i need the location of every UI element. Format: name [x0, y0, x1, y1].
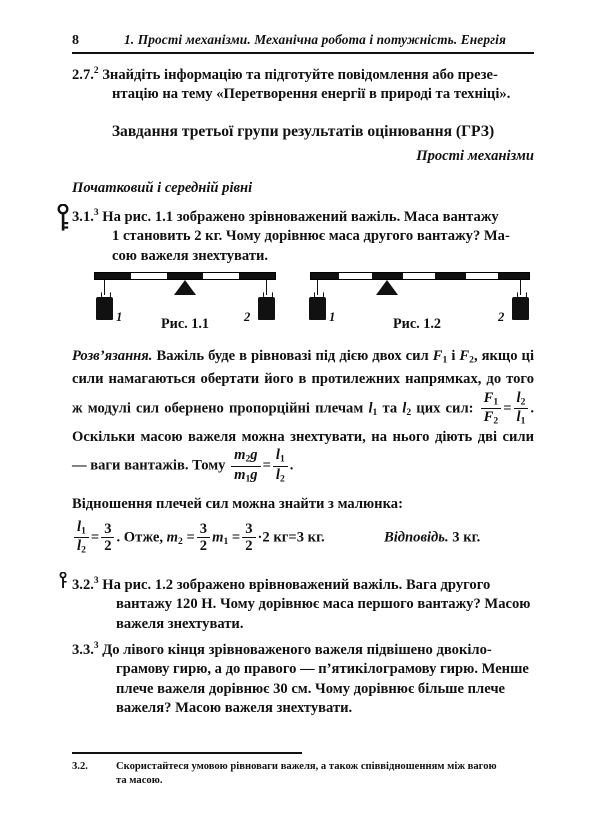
- key-icon: [56, 204, 70, 234]
- solution-period: .: [289, 457, 294, 474]
- footnote-number: 3.2.: [72, 761, 88, 772]
- multiplication-dot: ·: [257, 529, 263, 546]
- ratio-den-sym: l: [77, 538, 82, 555]
- f2-num-sub: 2: [245, 454, 251, 465]
- ratio-value-den: 2: [104, 538, 112, 555]
- page-number: 8: [72, 33, 79, 48]
- arm-ratio-fraction: [74, 519, 89, 557]
- task-2-7-number: 2.7.: [72, 66, 94, 83]
- f2r-den-sub: 2: [279, 473, 285, 485]
- force-2-symbol: F: [459, 348, 470, 364]
- running-head: [72, 32, 534, 49]
- task-2-7-line1: Знайдіть інформацію та підготуйте повідомлення або презе-: [102, 66, 498, 83]
- formula-force-ratio-right: [514, 390, 529, 428]
- footnote: [72, 760, 534, 789]
- force-1-subscript: 1: [442, 354, 448, 366]
- task-3-1-line1: На рис. 1.1 зображено зрівноважений важіль. Маса вантажу: [102, 208, 499, 225]
- lever-beam-1: [94, 272, 276, 280]
- figure-1-2: [304, 268, 530, 340]
- solution-final-line: [72, 519, 534, 557]
- coef2-den: 2: [245, 538, 253, 555]
- solution-paragraph-1: [72, 347, 534, 485]
- task-3-1-level-mark: 3: [93, 208, 99, 218]
- f1r-den-sub: 1: [520, 415, 526, 427]
- task-2-7-line2: нтацію на тему «Перетворення енергії в природі та техніці».: [112, 86, 511, 103]
- figure-1-2-caption: Рис. 1.2: [393, 316, 441, 332]
- figure-row: [72, 268, 534, 340]
- task-3-2-line1: На рис. 1.2 зображено врівноважений важіль. Вага другого: [102, 576, 491, 593]
- section-heading-grz: Завдання третьої групи результатів оцінювання (ГРЗ): [111, 123, 495, 140]
- solution-text-a: Важіль буде в рівновазі під дією двох сил: [156, 348, 429, 364]
- weight-label-left-2: 1: [329, 310, 336, 324]
- arm-1-subscript: 1: [372, 406, 378, 418]
- f2r-num-sym: l: [275, 447, 280, 464]
- formula-mass-ratio-left: [231, 447, 260, 485]
- f1r-den-sym: l: [516, 409, 521, 426]
- arm-2-symbol: l: [402, 400, 407, 417]
- result-equals-2: =: [231, 529, 241, 546]
- task-3-1-line3: сою важеля знехтувати.: [112, 247, 269, 264]
- f2-den-sym: m: [234, 466, 246, 483]
- section-level: Початковий і середній рівні: [72, 180, 253, 196]
- coefficient-fraction-1: [197, 521, 210, 555]
- fulcrum-1: [174, 280, 196, 295]
- ratio-den-sub: 2: [81, 545, 86, 557]
- weight-label-left-1: 1: [116, 310, 123, 324]
- coef1-den: 2: [199, 538, 208, 555]
- task-3-1-line2: 1 становить 2 кг. Чому дорівнює маса другого вантажу? Ма-: [112, 228, 510, 245]
- force-2-subscript: 2: [469, 354, 474, 366]
- result-equals-3: =: [288, 529, 297, 546]
- formula-1-equals: =: [503, 400, 512, 417]
- figure-1-1-caption: Рис. 1.1: [161, 316, 209, 332]
- conjunction: і: [451, 348, 456, 364]
- task-3-2: [72, 572, 578, 634]
- footnote-line1: Скористайтеся умовою рівноваги важеля, а також співвідношенням між вагою: [116, 761, 497, 772]
- ratio-value-fraction: [101, 521, 114, 555]
- formula-force-ratio-left: [481, 390, 502, 428]
- task-2-7: [72, 62, 574, 105]
- task-3-2-line2: вантажу 120 Н. Чому дорівнює маса першого вантажу? Масою: [116, 596, 531, 613]
- task-3-2-number: 3.2.: [72, 576, 94, 593]
- result-mass-subscript: 2: [178, 536, 183, 548]
- f2r-den-sym: l: [275, 466, 280, 483]
- formula-mass-ratio-right: [273, 447, 288, 485]
- result-mass-symbol: m: [166, 529, 179, 546]
- mass-value-2: 3 кг.: [296, 529, 325, 546]
- f1-den-sub: 2: [493, 415, 499, 427]
- result-equals-1: =: [186, 529, 195, 546]
- running-title: 1. Прості механізми. Механічна робота і потужність. Енергія: [124, 32, 506, 47]
- task-3-2-level-mark: 3: [93, 576, 99, 586]
- footnote-divider: [72, 752, 302, 754]
- coef2-num: 3: [242, 521, 255, 538]
- f1r-num-sub: 2: [520, 396, 526, 408]
- task-3-1-number: 3.1.: [72, 208, 94, 225]
- task-3-3-line4: важеля? Масою важеля знехтувати.: [116, 700, 353, 717]
- ratio-num-sym: l: [77, 519, 82, 535]
- answer-label: Відповідь.: [384, 529, 449, 546]
- solution-label: Розв’язання.: [72, 348, 153, 364]
- ratio-value-num: 3: [101, 521, 114, 538]
- task-3-3: [72, 637, 578, 718]
- force-1-symbol: F: [432, 348, 443, 364]
- f1-den-sym: F: [483, 409, 494, 426]
- fulcrum-2: [376, 280, 398, 295]
- task-3-3-line2: грамову гирю, а до правого — п’ятикілограмову гирю. Менше: [116, 661, 529, 678]
- ratio-equals: =: [90, 529, 100, 546]
- footnote-line2: та масою.: [116, 775, 163, 787]
- mass-1-symbol: m: [212, 529, 224, 546]
- f2-den-sub: 1: [245, 473, 251, 485]
- solution-text-d: цих сил:: [416, 400, 474, 417]
- lever-beam-2: [310, 272, 530, 280]
- arm-1-symbol: l: [368, 400, 373, 417]
- coefficient-fraction-2: [242, 521, 255, 555]
- arm-2-subscript: 2: [406, 406, 412, 418]
- task-3-3-number: 3.3.: [72, 641, 94, 658]
- solution-text-e: . Оскільки масою важеля можна знехтувати, на нього діють дві сили — ваги вантажів. Тому: [72, 400, 535, 474]
- f1-num-sym: F: [483, 389, 494, 406]
- f1-num-sub: 1: [493, 396, 499, 408]
- solution-text-b: , якщо ці сили намагаються обертати його в протилежних напрямках, до того ж модулі сил обернено пропорційні плечам: [72, 348, 535, 417]
- task-3-3-line1: До лівого кінця зрівноваженого важеля підвішено двокіло-: [102, 641, 492, 658]
- f2-num-g: g: [250, 447, 258, 464]
- task-3-3-line3: плече важеля дорівнює 30 см. Чому дорівнює більше плече: [116, 680, 506, 697]
- mass-value-1: 2 кг: [262, 529, 289, 546]
- ratio-num-sub: 1: [81, 525, 86, 537]
- header-divider: [72, 52, 534, 54]
- figure-1-1: [80, 268, 290, 340]
- f2-den-g: g: [250, 466, 258, 483]
- f1r-num-sym: l: [516, 389, 521, 406]
- solution-paragraph-2: [72, 495, 534, 514]
- weight-label-right-1: 2: [244, 310, 251, 324]
- f2r-num-sub: 1: [279, 454, 285, 465]
- task-3-2-line3: важеля знехтувати.: [116, 615, 244, 632]
- hint-icon: [58, 572, 68, 590]
- answer-value: 3 кг.: [452, 529, 481, 546]
- mass-1-subscript: 1: [223, 536, 229, 548]
- f2-num-sym: m: [234, 447, 246, 464]
- weight-label-right-2: 2: [498, 310, 505, 324]
- solution-text-c: та: [382, 400, 398, 417]
- section-subject: Прості механізми: [416, 148, 534, 164]
- otzhe-text: . Отже,: [116, 529, 163, 546]
- formula-2-equals: =: [262, 457, 271, 474]
- task-3-3-level-mark: 3: [93, 641, 99, 651]
- coef1-num: 3: [197, 521, 210, 538]
- solution-ratio-intro: Відношення плечей сил можна знайти з малюнка:: [72, 496, 403, 512]
- task-3-1: [72, 204, 574, 266]
- task-2-7-level-mark: 2: [93, 66, 99, 76]
